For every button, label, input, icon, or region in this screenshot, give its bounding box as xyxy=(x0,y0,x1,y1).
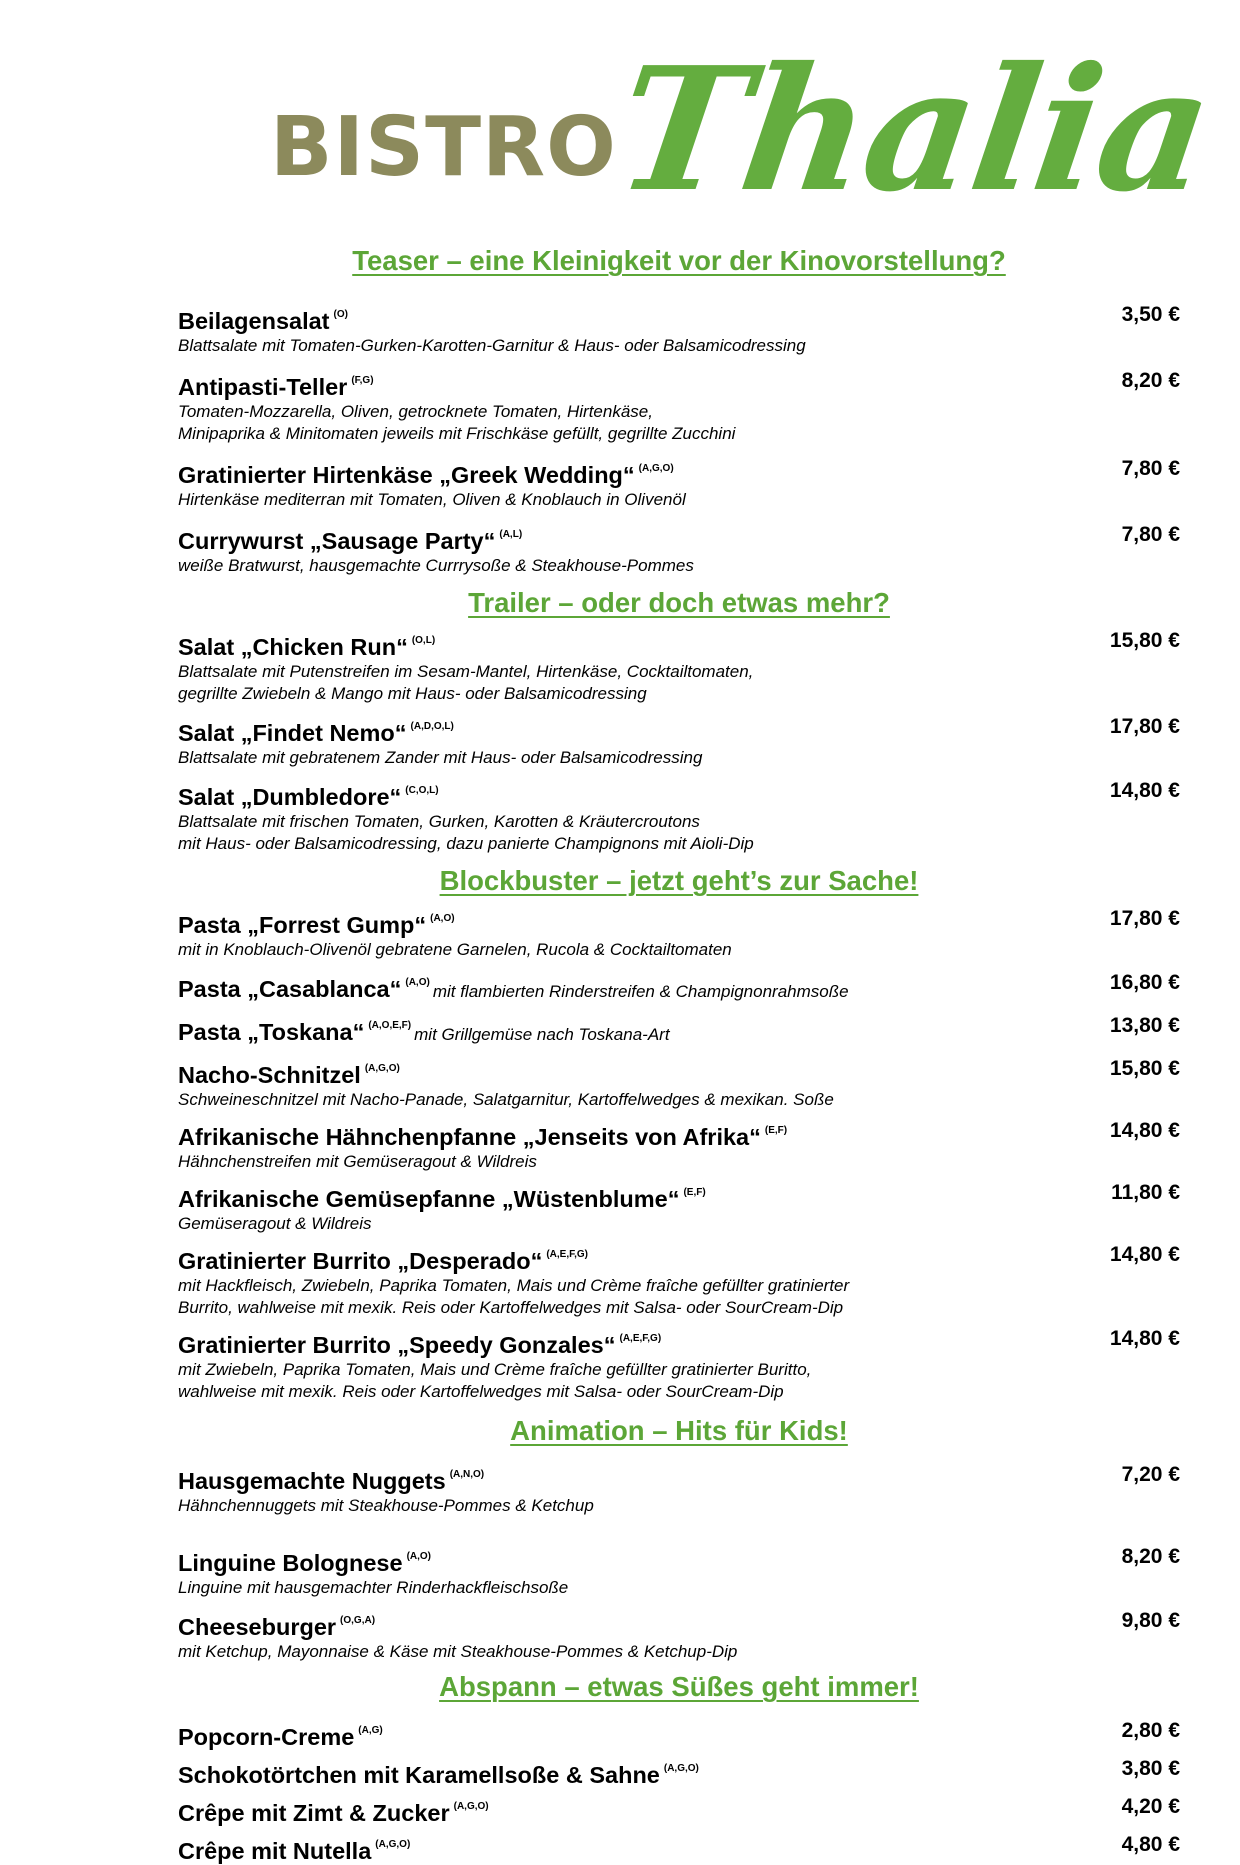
menu-item-main xyxy=(178,1607,1122,1663)
menu-section xyxy=(178,865,1180,1403)
menu-item-main xyxy=(178,1012,1110,1049)
allergen-codes: (C,O,L) xyxy=(405,785,439,796)
menu-item-price: 13,80 € xyxy=(1109,1014,1180,1037)
allergen-codes: (A,D,O,L) xyxy=(410,721,454,732)
section-title: Abspann – etwas Süßes geht immer! xyxy=(439,1671,919,1702)
menu-item-description: Linguine mit hausgemachter Rinderhackfleischsoße xyxy=(178,1578,569,1597)
menu-item-main xyxy=(178,1117,1110,1173)
menu-item-price: 9,80 € xyxy=(1121,1609,1180,1632)
menu-item-main xyxy=(178,1831,1122,1865)
allergen-codes: (A,N,O) xyxy=(449,1469,485,1480)
menu-item-price: 3,80 € xyxy=(1121,1757,1180,1780)
menu-item-main xyxy=(178,777,1110,855)
menu-item-price: 14,80 € xyxy=(1109,1327,1180,1350)
menu-item-main xyxy=(178,301,1122,357)
menu-item-title-line xyxy=(178,301,1122,335)
menu-item-main xyxy=(178,1055,1110,1111)
menu-item-description: wahlweise mit mexik. Reis oder Kartoffelwedges mit Salsa- oder SourCream-Dip xyxy=(178,1382,784,1401)
menu-item-title-line xyxy=(178,1543,1122,1577)
menu-item-main xyxy=(178,1717,1122,1751)
menu-item-description: gegrillte Zwiebeln & Mango mit Haus- oder Balsamicodressing xyxy=(178,684,647,703)
menu-item-title-line xyxy=(178,1831,1122,1865)
menu-item-name: Gratinierter Hirtenkäse „Greek Wedding“ xyxy=(178,462,635,488)
menu-item xyxy=(178,301,1180,357)
menu-item xyxy=(178,1543,1180,1599)
section-title: Blockbuster – jetzt geht’s zur Sache! xyxy=(439,865,919,896)
menu-item-name: Cheeseburger xyxy=(178,1614,337,1640)
menu-item xyxy=(178,1055,1180,1111)
section-title: Animation – Hits für Kids! xyxy=(510,1415,848,1446)
menu-item xyxy=(178,969,1180,1006)
menu-item-price: 2,80 € xyxy=(1121,1719,1180,1742)
allergen-codes: (O,G,A) xyxy=(340,1615,376,1626)
allergen-codes: (A,G,O) xyxy=(375,1839,411,1850)
allergen-codes: (A,O) xyxy=(430,913,455,924)
menu-item-description: Hähnchenstreifen mit Gemüseragout & Wildreis xyxy=(178,1152,537,1171)
menu-item-price: 15,80 € xyxy=(1109,629,1180,652)
menu-item-title-line xyxy=(178,1607,1122,1641)
menu-item-name: Schokotörtchen mit Karamellsoße & Sahne xyxy=(178,1762,660,1788)
menu-item-price: 8,20 € xyxy=(1121,1545,1180,1568)
menu-item xyxy=(178,455,1180,511)
menu-item-title-line xyxy=(178,1755,1122,1789)
allergen-codes: (A,G,O) xyxy=(663,1763,699,1774)
menu-item xyxy=(178,1755,1180,1789)
allergen-codes: (A,O) xyxy=(405,977,430,988)
allergen-codes: (A,L) xyxy=(499,529,523,540)
menu-item-title-line xyxy=(178,367,1122,401)
menu-item-name: Gratinierter Burrito „Speedy Gonzales“ xyxy=(178,1332,616,1358)
menu-item-name: Crêpe mit Zimt & Zucker xyxy=(178,1800,450,1826)
allergen-codes: (O,L) xyxy=(411,635,436,646)
menu-item-description: mit Hackfleisch, Zwiebeln, Paprika Tomaten, Mais und Crème fraîche gefüllter gratinierter xyxy=(178,1276,850,1295)
menu-item-name: Afrikanische Gemüsepfanne „Wüstenblume“ xyxy=(178,1186,680,1212)
menu-item-title-line xyxy=(178,969,1110,1006)
menu-item-description: mit in Knoblauch-Olivenöl gebratene Garnelen, Rucola & Cocktailtomaten xyxy=(178,940,732,959)
menu-item-main xyxy=(178,627,1110,705)
menu-section xyxy=(178,245,1180,577)
menu-item-description: mit Zwiebeln, Paprika Tomaten, Mais und Crème fraîche gefüllter gratinierter Buritto, xyxy=(178,1360,812,1379)
menu-item xyxy=(178,1607,1180,1663)
menu-item-title-line xyxy=(178,1055,1110,1089)
menu-item xyxy=(178,627,1180,705)
allergen-codes: (E,F) xyxy=(764,1125,788,1136)
allergen-codes: (O) xyxy=(333,309,348,320)
menu-item-name: Antipasti-Teller xyxy=(178,374,348,400)
menu-item-main xyxy=(178,1325,1110,1403)
menu-item xyxy=(178,1717,1180,1751)
menu-item-description: Blattsalate mit Putenstreifen im Sesam-Mantel, Hirtenkäse, Cocktailtomaten, xyxy=(178,662,754,681)
menu-item-name: Salat „Dumbledore“ xyxy=(178,784,402,810)
menu-section xyxy=(178,587,1180,855)
allergen-codes: (F,G) xyxy=(351,375,374,386)
menu-item-price: 14,80 € xyxy=(1109,1243,1180,1266)
menu-item-title-line xyxy=(178,1717,1122,1751)
menu-item-name: Linguine Bolognese xyxy=(178,1550,403,1576)
menu-item-price: 17,80 € xyxy=(1109,715,1180,738)
allergen-codes: (A,E,F,G) xyxy=(546,1249,589,1260)
menu-item-name: Pasta „Forrest Gump“ xyxy=(178,912,427,938)
menu-item-name: Nacho-Schnitzel xyxy=(178,1062,361,1088)
menu-item xyxy=(178,1461,1180,1517)
menu-item-title-line xyxy=(178,1325,1110,1359)
menu-item-main xyxy=(178,367,1122,445)
menu-item-description: weiße Bratwurst, hausgemachte Currrysoße & Steakhouse-Pommes xyxy=(178,556,694,575)
menu-item-inline-description: mit flambierten Rinderstreifen & Champignonrahmsoße xyxy=(432,982,849,1001)
menu-item-description: Minipaprika & Minitomaten jeweils mit Frischkäse gefüllt, gegrillte Zucchini xyxy=(178,424,736,443)
menu-item-main xyxy=(178,1241,1110,1319)
menu-item-description: Hähnchennuggets mit Steakhouse-Pommes & Ketchup xyxy=(178,1496,594,1515)
menu-item-price: 17,80 € xyxy=(1109,907,1180,930)
menu-item-main xyxy=(178,1179,1111,1235)
menu-item-description: Tomaten-Mozzarella, Oliven, getrocknete Tomaten, Hirtenkäse, xyxy=(178,402,653,421)
menu-item xyxy=(178,521,1180,577)
menu-item-main xyxy=(178,1755,1122,1789)
menu-item-name: Crêpe mit Nutella xyxy=(178,1838,372,1864)
menu-item xyxy=(178,1179,1180,1235)
menu-item-description: Blattsalate mit gebratenem Zander mit Haus- oder Balsamicodressing xyxy=(178,748,703,767)
menu-item-title-line xyxy=(178,627,1110,661)
allergen-codes: (A,G,O) xyxy=(638,463,674,474)
section-title: Trailer – oder doch etwas mehr? xyxy=(468,587,890,618)
menu-item-title-line xyxy=(178,905,1110,939)
menu-header xyxy=(0,0,1240,230)
menu-item-main xyxy=(178,1543,1122,1599)
menu-item-main xyxy=(178,455,1122,511)
menu-item-name: Salat „Chicken Run“ xyxy=(178,634,408,660)
menu-item-price: 4,20 € xyxy=(1121,1795,1180,1818)
menu-item-name: Popcorn-Creme xyxy=(178,1724,355,1750)
menu-item xyxy=(178,1241,1180,1319)
menu-content xyxy=(178,245,1180,1865)
menu-item-price: 15,80 € xyxy=(1109,1057,1180,1080)
menu-item-main xyxy=(178,969,1110,1006)
menu-item-name: Hausgemachte Nuggets xyxy=(178,1468,446,1494)
allergen-codes: (A,G) xyxy=(358,1725,383,1736)
menu-item-price: 7,80 € xyxy=(1121,523,1180,546)
menu-item-title-line xyxy=(178,521,1122,555)
menu-item-name: Pasta „Toskana“ xyxy=(178,1019,365,1045)
menu-item-title-line xyxy=(178,1117,1110,1151)
menu-item-name: Pasta „Casablanca“ xyxy=(178,976,402,1002)
menu-item-price: 14,80 € xyxy=(1109,779,1180,802)
menu-item-inline-description: mit Grillgemüse nach Toskana-Art xyxy=(414,1025,670,1044)
menu-item-main xyxy=(178,713,1110,769)
menu-item-description: mit Ketchup, Mayonnaise & Käse mit Steakhouse-Pommes & Ketchup-Dip xyxy=(178,1642,738,1661)
menu-item-name: Salat „Findet Nemo“ xyxy=(178,720,407,746)
menu-item-description: Blattsalate mit Tomaten-Gurken-Karotten-Garnitur & Haus- oder Balsamicodressing xyxy=(178,336,806,355)
menu-item-main xyxy=(178,1793,1122,1827)
menu-item-description: mit Haus- oder Balsamicodressing, dazu panierte Champignons mit Aioli-Dip xyxy=(178,834,754,853)
menu-section xyxy=(178,1671,1180,1865)
menu-item-title-line xyxy=(178,455,1122,489)
menu-item xyxy=(178,1793,1180,1827)
menu-item-main xyxy=(178,905,1110,961)
menu-item-main xyxy=(178,1461,1122,1517)
menu-item xyxy=(178,1117,1180,1173)
allergen-codes: (A,O) xyxy=(406,1551,432,1562)
menu-section xyxy=(178,1415,1180,1663)
menu-item-name: Currywurst „Sausage Party“ xyxy=(178,528,496,554)
menu-item-description: Blattsalate mit frischen Tomaten, Gurken, Karotten & Kräutercroutons xyxy=(178,812,700,831)
menu-item-price: 8,20 € xyxy=(1121,369,1180,392)
menu-item-name: Afrikanische Hähnchenpfanne „Jenseits von Afrika“ xyxy=(178,1124,761,1150)
menu-item-title-line xyxy=(178,777,1110,811)
menu-item-name: Gratinierter Burrito „Desperado“ xyxy=(178,1248,543,1274)
menu-item xyxy=(178,1325,1180,1403)
allergen-codes: (A,O,E,F) xyxy=(368,1020,412,1031)
menu-item-price: 14,80 € xyxy=(1109,1119,1180,1142)
menu-item-description: Gemüseragout & Wildreis xyxy=(178,1214,372,1233)
menu-item xyxy=(178,1012,1180,1049)
allergen-codes: (A,G,O) xyxy=(364,1063,400,1074)
menu-item-price: 7,20 € xyxy=(1121,1463,1180,1486)
thalia-logo: Thalia xyxy=(605,30,1222,230)
menu-item-main xyxy=(178,521,1122,577)
menu-item xyxy=(178,1831,1180,1865)
menu-item-price: 3,50 € xyxy=(1121,303,1180,326)
menu-item-price: 4,80 € xyxy=(1121,1833,1180,1856)
menu-item-title-line xyxy=(178,1179,1111,1213)
menu-item-description: Hirtenkäse mediterran mit Tomaten, Oliven & Knoblauch in Olivenöl xyxy=(178,490,686,509)
menu-item xyxy=(178,777,1180,855)
allergen-codes: (A,E,F,G) xyxy=(619,1333,662,1344)
menu-item-description: Schweineschnitzel mit Nacho-Panade, Salatgarnitur, Kartoffelwedges & mexikan. Soße xyxy=(178,1090,834,1109)
menu-item xyxy=(178,905,1180,961)
menu-item-title-line xyxy=(178,1241,1110,1275)
menu-item-title-line xyxy=(178,1012,1110,1049)
menu-item xyxy=(178,367,1180,445)
menu-item-name: Beilagensalat xyxy=(178,308,330,334)
menu-item-title-line xyxy=(178,1793,1122,1827)
allergen-codes: (E,F) xyxy=(683,1187,706,1198)
section-title: Teaser – eine Kleinigkeit vor der Kinovorstellung? xyxy=(352,245,1006,276)
menu-item-description: Burrito, wahlweise mit mexik. Reis oder Kartoffelwedges mit Salsa- oder SourCream-Dip xyxy=(178,1298,844,1317)
menu-item-price: 16,80 € xyxy=(1109,971,1180,994)
menu-item-price: 11,80 € xyxy=(1111,1181,1180,1204)
menu-item-title-line xyxy=(178,713,1110,747)
bistro-label: BISTRO xyxy=(270,100,617,195)
menu-item xyxy=(178,713,1180,769)
allergen-codes: (A,G,O) xyxy=(453,1801,489,1812)
menu-item-price: 7,80 € xyxy=(1121,457,1180,480)
menu-item-title-line xyxy=(178,1461,1122,1495)
